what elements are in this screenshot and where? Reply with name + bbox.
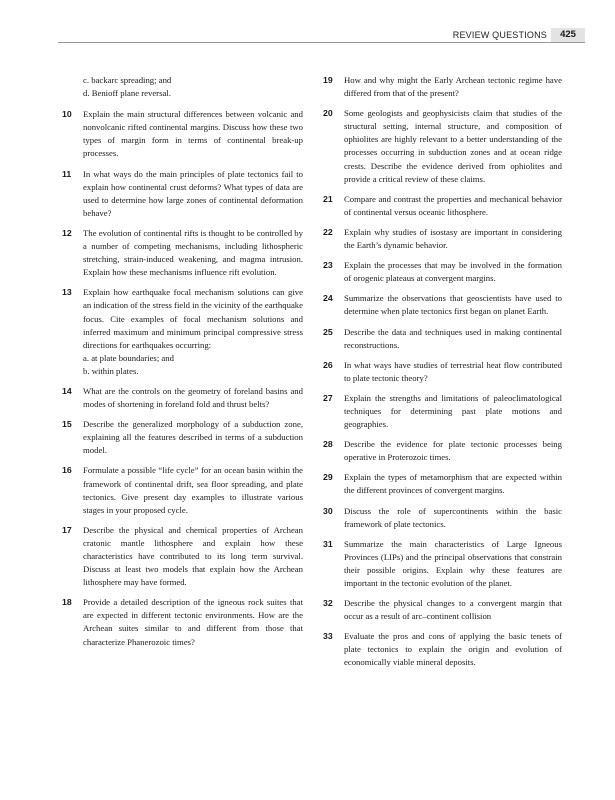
question-number: 12 [62,227,72,238]
question-number: 11 [62,168,72,179]
question-text: Describe the generalized morphology of a subduction zone, explaining all the features described in terms of a subduction model. [83,419,303,456]
left-question-list [62,108,303,648]
question-item [323,538,562,590]
question-item [323,359,562,385]
question-text: In what ways do the main principles of plate tectonics fail to explain how continental crust deforms? What types of data are used to determine how large zones of continental deformation behave? [83,168,303,218]
question-text: Compare and contrast the properties and mechanical behavior of continental versus oceanic lithosphere. [344,193,562,217]
question-item [62,227,303,279]
question-text: Some geologists and geophysicists claim that studies of the structural setting, internal structure, and composition of ophiolites are highly relevant to a better understanding of the processes occurring in subduction zones and at ocean ridge crests. Describe the evidence derived from ophiolites and provide a critical review of these claims. [344,108,562,184]
question-text: Summarize the main characteristics of Large Igneous Provinces (LIPs) and the principal observations that constrain their possible origins. Explain why these features are important in the tectonic evolution of the planet. [344,538,562,588]
question-number: 22 [323,226,333,237]
question-item [62,108,303,160]
question-item [323,597,562,623]
question-number: 16 [62,465,72,476]
page-number: 425 [551,28,585,42]
question-item [323,193,562,219]
question-item [323,505,562,531]
question-item [323,107,562,186]
question-text: Describe the evidence for plate tectonic processes being operative in Proterozoic times. [344,439,562,463]
question-number: 18 [62,597,72,608]
question-number: 17 [62,524,72,535]
question-text: In what ways have studies of terrestrial heat flow contributed to plate tectonic theory? [344,359,562,383]
question-item [323,471,562,497]
question-number: 23 [323,260,333,271]
question-number: 15 [62,419,72,430]
question-text: Discuss the role of supercontinents within the basic framework of plate tectonics. [344,505,562,529]
question-number: 21 [323,193,333,204]
question-text: How and why might the Early Archean tectonic regime have differed from that of the present? [344,75,562,99]
sub-item: b. within plates. [83,365,139,376]
question-item [62,596,303,648]
sub-item: a. at plate boundaries; and [83,352,174,363]
question-text: Summarize the observations that geoscientists have used to determine when plate tectonics first began on planet Earth. [344,293,562,317]
question-item [323,392,562,431]
question-text: Explain the strengths and limitations of paleoclimatological techniques for determining past plate motions and geographies. [344,392,562,430]
question-text: Explain the main structural differences between volcanic and nonvolcanic rifted continental margins. Discuss how these two types of margin form in terms of continental break-up processes. [83,109,303,159]
question-item [323,438,562,464]
question-item [323,259,562,285]
question-item [62,464,303,516]
question-number: 33 [323,631,333,642]
question-item [323,292,562,318]
question-number: 14 [62,385,72,396]
question-text: Formulate a possible “life cycle” for an ocean basin within the framework of continental drift, sea floor spreading, and plate tectonics. Give present day examples to illustrate various stages in your proposed cycle. [83,465,303,515]
question-text: Evaluate the pros and cons of applying the basic tenets of plate tectonics to explain the origin and evolution of economically viable mineral deposits. [344,631,562,668]
question-number: 20 [323,108,333,119]
question-text: The evolution of continental rifts is thought to be controlled by a number of competing mechanisms, including lithospheric stretching, strain-induced weakening, and magma intrusion. Explain how these mechanisms influence rift evolution. [83,227,303,278]
question-text: Explain why studies of isostasy are important in considering the Earth’s dynamic behavior. [344,226,562,251]
question-number: 30 [323,505,333,516]
question-item [323,630,562,669]
question-text: Explain the types of metamorphism that are expected within the different provinces of convergent margins. [344,472,562,496]
question-text: Describe the data and techniques used in making continental reconstructions. [344,326,562,350]
question-item [323,226,562,252]
question-item [323,326,562,352]
question-number: 31 [323,538,333,549]
question-number: 24 [323,293,333,304]
question-text: What are the controls on the geometry of foreland basins and modes of shortening in foreland fold and thrust belts? [83,385,303,410]
continued-sub-items [62,74,303,100]
question-item [62,168,303,220]
question-item [62,286,303,378]
sub-item: d. Benioff plane reversal. [83,88,171,99]
question-text: Explain the processes that may be involved in the formation of orogenic plateaus at convergent margins. [344,260,562,284]
question-number: 32 [323,598,333,609]
question-number: 29 [323,472,333,483]
question-number: 19 [323,75,333,85]
sub-item: c. backarc spreading; and [83,75,172,85]
question-item [323,74,562,100]
question-number: 27 [323,392,333,403]
running-header [0,28,615,42]
running-header-title: REVIEW QUESTIONS [452,30,547,40]
question-item [62,524,303,589]
question-text: Describe the physical and chemical properties of Archean cratonic mantle lithosphere and explain how these characteristics have contributed to its long term survival. Discuss at least two models that explain how the Archean lithosphere may have formed. [83,524,303,588]
question-number: 28 [323,439,333,450]
question-number: 13 [62,287,72,298]
question-text: Provide a detailed description of the igneous rock suites that are expected in different tectonic environments. How are the Archean suites similar to and different from those that characterize Phanerozoic times? [83,597,303,647]
question-text: Describe the physical changes to a convergent margin that occur as a result of arc–continent collision [344,598,562,622]
question-item [62,418,303,457]
question-number: 25 [323,326,333,337]
right-column [323,74,562,677]
right-question-list [323,74,562,670]
question-item [62,385,303,411]
header-rule [58,42,585,43]
question-number: 26 [323,359,333,370]
question-number: 10 [62,109,72,120]
question-text: Explain how earthquake focal mechanism solutions can give an indication of the stress field in the vicinity of the earthquake focus. Cite examples of focal mechanism solutions and inferred maximum and minimum principal compressive stress directions for earthquakes occurring: [83,287,303,350]
left-column [62,74,303,656]
